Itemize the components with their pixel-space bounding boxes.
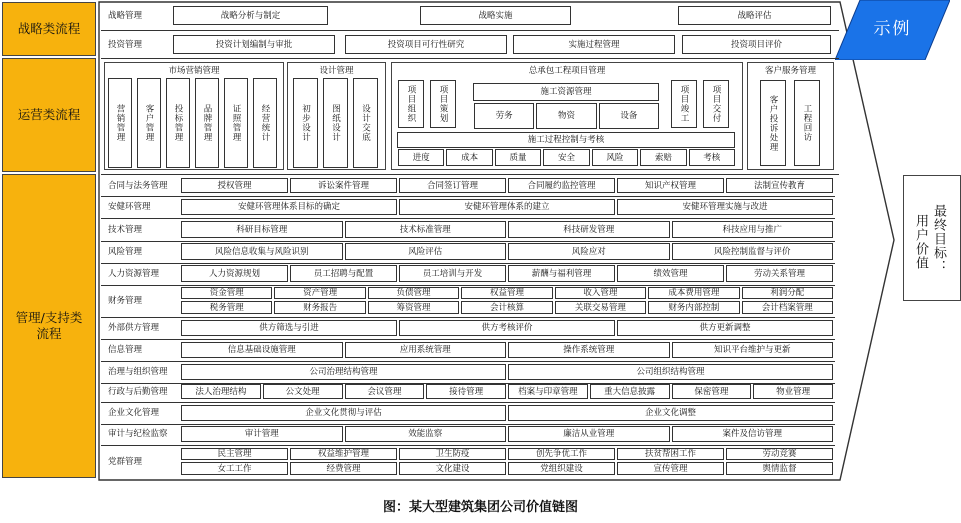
mgmt-4-item-1: 员工招聘与配置 (290, 265, 397, 282)
service-item-0: 客户投诉处理 (760, 80, 786, 166)
mgmt-3-item-2: 风险应对 (508, 243, 670, 260)
mgmt-12-item2-1: 经费管理 (290, 462, 397, 475)
mgmt-3-item-1: 风险评估 (345, 243, 507, 260)
mgmt-4-item-5: 劳动关系管理 (726, 265, 833, 282)
row-divider (101, 196, 835, 197)
mgmt-label-4: 人力资源管理 (108, 268, 160, 279)
mgmt-4-item-2: 员工培训与开发 (399, 265, 506, 282)
mgmt-1-item-1: 安健环管理体系的建立 (399, 199, 615, 215)
epc-control-6: 考核 (689, 149, 735, 166)
epc-resource-title: 施工资源管理 (473, 83, 659, 101)
mgmt-5-item-2: 负债管理 (368, 287, 459, 299)
mgmt-5-item2-4: 关联交易管理 (555, 301, 646, 314)
mgmt-0-item-0: 授权管理 (181, 178, 288, 193)
mgmt-7-item-0: 信息基础设施管理 (181, 342, 343, 358)
mgmt-label-10: 企业文化管理 (108, 408, 160, 418)
mgmt-label-7: 信息管理 (108, 345, 143, 355)
mgmt-5-item-5: 成本费用管理 (648, 287, 739, 299)
mgmt-6-item-2: 供方更新调整 (617, 320, 833, 336)
epc-left-0: 项目组织 (398, 80, 424, 128)
mgmt-9-item-1: 公文处理 (263, 384, 343, 399)
mgmt-0-item-1: 诉讼案件管理 (290, 178, 397, 193)
mgmt-12-item2-3: 党组织建设 (508, 462, 615, 475)
category-strategy: 战略类流程 (2, 2, 96, 56)
strategy-1-item-1: 投资项目可行性研究 (345, 35, 507, 54)
mgmt-6-item-0: 供方筛选与引进 (181, 320, 397, 336)
mgmt-11-item-2: 廉洁从业管理 (508, 426, 670, 442)
strategy-1-item-3: 投资项目评价 (682, 35, 831, 54)
mgmt-9-item-3: 接待管理 (426, 384, 506, 399)
mgmt-1-item-0: 安健环管理体系目标的确定 (181, 199, 397, 215)
mgmt-9-item-6: 保密管理 (672, 384, 752, 399)
mgmt-3-item-0: 风险信息收集与风险识别 (181, 243, 343, 260)
epc-control-0: 进度 (398, 149, 444, 166)
mgmt-8-item-1: 公司组织结构管理 (508, 364, 833, 380)
goal-line1: 最终目标： (931, 204, 946, 274)
mgmt-0-item-2: 合同签订管理 (399, 178, 506, 193)
mgmt-12-item-4: 扶贫帮困工作 (617, 448, 724, 460)
mgmt-9-item-5: 重大信息披露 (590, 384, 670, 399)
mgmt-12-item-2: 卫生防疫 (399, 448, 506, 460)
mgmt-9-item-0: 法人治理结构 (181, 384, 261, 399)
row-divider (101, 263, 835, 264)
mgmt-2-item-1: 技术标准管理 (345, 221, 507, 238)
mgmt-label-6: 外部供方管理 (108, 323, 160, 333)
strategy-1-item-2: 实施过程管理 (513, 35, 675, 54)
service-item-1: 工程回访 (794, 80, 820, 166)
mgmt-5-item-0: 资金管理 (181, 287, 272, 299)
epc-resource-1: 物资 (536, 103, 596, 129)
mgmt-label-2: 技术管理 (108, 224, 143, 235)
strategy-0-item-2: 战略评估 (678, 6, 831, 25)
badge-label: 示例 (873, 19, 912, 39)
mgmt-2-item-3: 科技应用与推广 (672, 221, 834, 238)
market-item-1: 客户管理 (137, 78, 161, 168)
mgmt-7-item-3: 知识平台维护与更新 (672, 342, 834, 358)
goal-box (903, 175, 961, 301)
mgmt-2-item-0: 科研目标管理 (181, 221, 343, 238)
strategy-0-item-0: 战略分析与制定 (173, 6, 328, 25)
mgmt-5-item2-3: 会计核算 (461, 301, 552, 314)
row-divider (101, 218, 835, 219)
mgmt-2-item-2: 科技研发管理 (508, 221, 670, 238)
design-item-2: 设计交底 (353, 78, 378, 168)
mgmt-5-item-6: 利润分配 (742, 287, 833, 299)
mgmt-12-item-5: 劳动竞赛 (726, 448, 833, 460)
market-item-5: 经营统计 (253, 78, 277, 168)
design-item-1: 图纸设计 (323, 78, 348, 168)
epc-resource-0: 劳务 (474, 103, 534, 129)
mgmt-label-11: 审计与纪检监察 (108, 429, 168, 439)
epc-right-0: 项目竣工 (671, 80, 697, 128)
mgmt-6-item-1: 供方考核评价 (399, 320, 615, 336)
mgmt-10-item-1: 企业文化调整 (508, 405, 833, 421)
mgmt-label-9: 行政与后勤管理 (108, 386, 168, 397)
category-management: 管理/支持类流程 (2, 174, 96, 478)
service-title: 客户服务管理 (764, 66, 816, 76)
mgmt-5-item-1: 资产管理 (274, 287, 365, 299)
strategy-label-0: 战略管理 (108, 11, 143, 21)
mgmt-5-item-3: 权益管理 (461, 287, 552, 299)
mgmt-9-item-7: 物业管理 (753, 384, 833, 399)
row-divider (101, 241, 835, 242)
mgmt-11-item-0: 审计管理 (181, 426, 343, 442)
epc-control-5: 索赔 (640, 149, 686, 166)
mgmt-12-item2-4: 宣传管理 (617, 462, 724, 475)
mgmt-7-item-2: 操作系统管理 (508, 342, 670, 358)
example-badge (835, 0, 950, 60)
mgmt-10-item-0: 企业文化贯彻与评估 (181, 405, 506, 421)
mgmt-label-8: 治理与组织管理 (108, 367, 168, 377)
mgmt-3-item-3: 风险控制监督与评价 (672, 243, 834, 260)
mgmt-5-item2-0: 税务管理 (181, 301, 272, 314)
mgmt-4-item-0: 人力资源规划 (181, 265, 288, 282)
mgmt-5-item2-5: 财务内部控制 (648, 301, 739, 314)
market-item-2: 投标管理 (166, 78, 190, 168)
figure-caption: 图：某大型建筑集团公司价值链图 (382, 500, 578, 515)
mgmt-5-item2-2: 筹资管理 (368, 301, 459, 314)
mgmt-8-item-0: 公司治理结构管理 (181, 364, 506, 380)
row-divider (101, 445, 835, 446)
mgmt-5-item2-1: 财务报告 (274, 301, 365, 314)
mgmt-label-1: 安健环管理 (108, 202, 151, 212)
market-item-3: 品牌管理 (195, 78, 219, 168)
market-item-0: 营销管理 (108, 78, 132, 168)
row-divider (101, 361, 835, 362)
mgmt-5-item-4: 收入管理 (555, 287, 646, 299)
mgmt-12-item2-2: 文化建设 (399, 462, 506, 475)
mgmt-11-item-3: 案件及信访管理 (672, 426, 834, 442)
mgmt-label-5: 财务管理 (108, 295, 143, 306)
goal-line2: 用户价值 (913, 214, 928, 270)
mgmt-5-item2-6: 会计档案管理 (742, 301, 833, 314)
design-item-0: 初步设计 (293, 78, 318, 168)
epc-control-3: 安全 (543, 149, 589, 166)
mgmt-label-0: 合同与法务管理 (108, 180, 168, 191)
row-divider (101, 285, 835, 286)
mgmt-0-item-4: 知识产权管理 (617, 178, 724, 193)
mgmt-4-item-3: 薪酬与福利管理 (508, 265, 615, 282)
mgmt-12-item-1: 权益维护管理 (290, 448, 397, 460)
row-divider (101, 402, 835, 403)
epc-left-1: 项目策划 (430, 80, 456, 128)
mgmt-12-item2-5: 舆情监督 (726, 462, 833, 475)
mgmt-11-item-1: 效能监察 (345, 426, 507, 442)
mgmt-12-item-3: 创先争优工作 (508, 448, 615, 460)
epc-control-title: 施工过程控制与考核 (397, 132, 735, 148)
mgmt-label-3: 风险管理 (108, 246, 143, 257)
strategy-label-1: 投资管理 (108, 40, 143, 50)
mgmt-0-item-3: 合同履约监控管理 (508, 178, 615, 193)
market-title: 市场营销管理 (168, 66, 220, 76)
mgmt-label-12: 党群管理 (108, 456, 143, 467)
strategy-1-item-0: 投资计划编制与审批 (173, 35, 335, 54)
epc-control-2: 质量 (495, 149, 541, 166)
row-divider (101, 339, 835, 340)
epc-control-4: 风险 (592, 149, 638, 166)
mgmt-12-item2-0: 女工工作 (181, 462, 288, 475)
mgmt-0-item-5: 法制宣传教育 (726, 178, 833, 193)
strategy-0-item-1: 战略实施 (420, 6, 571, 25)
mgmt-9-item-2: 会议管理 (345, 384, 425, 399)
epc-resource-2: 设备 (599, 103, 659, 129)
mgmt-4-item-4: 绩效管理 (617, 265, 724, 282)
market-item-4: 证照管理 (224, 78, 248, 168)
epc-title: 总承包工程项目管理 (528, 66, 606, 76)
mgmt-9-item-4: 档案与印章管理 (508, 384, 588, 399)
mgmt-1-item-2: 安健环管理实施与改进 (617, 199, 833, 215)
mgmt-12-item-0: 民主管理 (181, 448, 288, 460)
design-title: 设计管理 (319, 66, 354, 76)
mgmt-7-item-1: 应用系统管理 (345, 342, 507, 358)
row-divider (101, 317, 835, 318)
row-divider (101, 424, 835, 425)
epc-control-1: 成本 (446, 149, 492, 166)
epc-right-1: 项目交付 (703, 80, 729, 128)
category-operation: 运营类流程 (2, 58, 96, 172)
